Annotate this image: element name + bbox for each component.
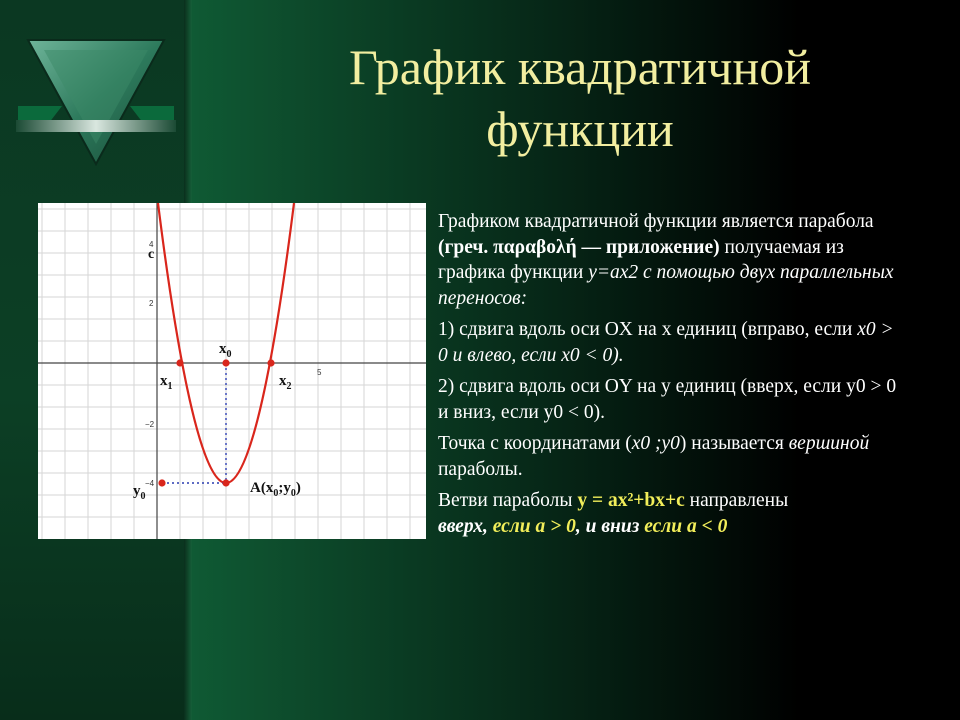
label-y0: $y_0$ <box>133 483 146 502</box>
parabola-graph-svg <box>38 203 426 539</box>
grid <box>38 203 426 539</box>
triangle-logo-icon <box>14 36 178 172</box>
vertex-point-A <box>222 479 229 486</box>
parabola-graph <box>38 203 426 539</box>
point-x0 <box>222 359 229 366</box>
point-y0 <box>158 479 165 486</box>
paragraph-definition: Графиком квадратичной функции является парабола (греч. παραβολή — приложение) получаемая из графика функции y=ax2 с помощью двух параллельных переносов: <box>438 211 894 309</box>
title-line-1: График квадратичной <box>349 39 811 95</box>
tick-5: 5 <box>317 368 322 377</box>
label-x2: $x_2$ <box>279 373 292 392</box>
tick-minus-4: −4 <box>145 479 155 488</box>
point-x2 <box>267 359 274 366</box>
label-x1: $x_1$ <box>160 373 173 392</box>
tick-minus-2: −2 <box>145 420 155 429</box>
point-x1 <box>176 359 183 366</box>
label-x0: $x_0$ <box>219 341 232 360</box>
slide-title <box>260 36 900 160</box>
slide-body-text <box>438 209 908 545</box>
label-c: c <box>148 247 155 262</box>
title-line-2: функции <box>486 101 674 157</box>
paragraph-branches: Ветви параболы y = ax²+bx+c направлены вверх, если a > 0, и вниз если a < 0 <box>438 490 789 537</box>
tick-2: 2 <box>149 299 154 308</box>
paragraph-shift-x: 1) сдвига вдоль оси OX на x единиц (вправо, если x0 > 0 и влево, если x0 < 0). <box>438 319 894 366</box>
label-vertex-A: $A(x_0;y_0)$ <box>250 480 301 499</box>
paragraph-shift-y: 2) сдвига вдоль оси OY на y единиц (вверх, если y0 > 0 и вниз, если y0 < 0). <box>438 376 897 423</box>
tick-4: 4 <box>149 240 154 249</box>
paragraph-vertex: Точка с координатами (x0 ;y0) называется вершиной параболы. <box>438 433 870 480</box>
